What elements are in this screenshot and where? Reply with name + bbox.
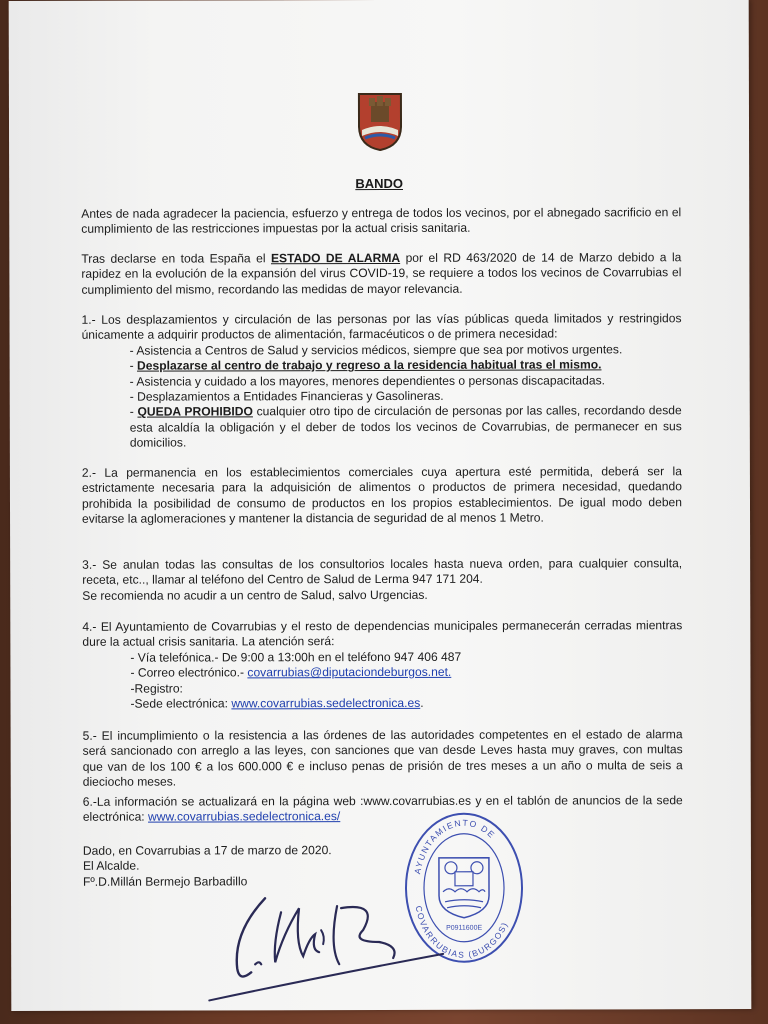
list-item-bold-text: Desplazarse al centro de trabajo y regreso a la residencia habitual tras el mismo.: [137, 357, 602, 373]
registro-line: -Registro:: [130, 681, 183, 696]
document-page: [9, 0, 752, 1011]
prohibido-label: QUEDA PROHIBIDO: [137, 404, 253, 420]
section-3-line-1: 3.- Se anulan todas las consultas de los consultorios locales hasta nueva orden, para cualquier consulta, receta, etc.., llamar al teléfono del Centro de Salud de Lerma 947 171 204.: [82, 556, 683, 588]
section-5-text: 5.- El incumplimiento o la resistencia a las órdenes de las autoridades competentes en el estado de alarma será sancionado con arreglo a las leyes, con sanciones que van desde Leves hasta muy graves, con multas que van de los 100 € a los 600.000 € e incluso penas de prisión de tres meses a un año o multa de seis a dieciocho meses.: [82, 727, 683, 789]
alarm-paragraph: [81, 250, 681, 298]
svg-text:AYUNTAMIENTO DE: AYUNTAMIENTO DE: [412, 817, 498, 875]
sede-link[interactable]: www.covarrubias.sedelectronica.es: [231, 695, 421, 711]
section-6-text: 6.-La información se actualizará en la página web :www.covarrubias.es y en el tablón de anuncios de la sede electrónica:: [82, 793, 683, 825]
section-6-link[interactable]: www.covarrubias.sedelectronica.es/: [148, 809, 341, 825]
sede-after: .: [420, 695, 424, 710]
email-link[interactable]: covarrubias@diputaciondeburgos.net.: [247, 665, 452, 680]
section-6: [83, 793, 683, 825]
document-title: BANDO: [355, 175, 404, 192]
closing-name: Fº.D.Millán Bermejo Barbadillo: [82, 874, 248, 889]
section-2-text: 2.- La permanencia en los establecimientos comerciales cuya apertura esté permitida, deberá ser la estrictamente necesaria para la adquisición de alimentos o productos de primera necesidad, quedando prohibida la posibilidad de consumo de productos en los propios establecimientos. De igual modo deben evitarse la aglomeraciones y mantener la distancia de seguridad de al menos 1 Metro.: [81, 464, 683, 526]
prohibido-text: cualquier otro tipo de circulación de personas por las calles, recordando desde esta alcaldía la obligación y el deber de todos los vecinos de Covarrubias, de permanecer en sus domicilios.: [129, 403, 682, 450]
sede-label: -Sede electrónica:: [130, 696, 232, 711]
section-3: [82, 556, 682, 604]
intro-text: Antes de nada agradecer la paciencia, esfuerzo y entrega de todos los vecinos, por el abnegado sacrificio en el cumplimiento de las restricciones impuestas por la actual crisis sanitaria.: [81, 205, 682, 237]
alarm-before: Tras declarse en toda España el: [81, 251, 271, 266]
coat-of-arms-icon: [357, 92, 403, 152]
alarm-after: por el RD 463/2020 de 14 de Marzo debido a la rapidez en la evolución de la expansión del virus COVID-19, se requiere a todos los vecinos de Covarrubias el cumplimiento del mismo, recordando las medidas de mayor relevancia.: [81, 250, 682, 297]
svg-text:COVARRUBIAS (BURGOS): COVARRUBIAS (BURGOS): [413, 904, 510, 960]
section-1-lead: 1.- Los desplazamientos y circulación de las personas por las vías públicas queda limitados y restringidos únicamente a adquirir productos de alimentación, farmacéuticos o de primera necesidad:: [81, 311, 682, 343]
list-item-bold-prefix: -: [129, 358, 138, 373]
section-3-line-2: Se recomienda no acudir a un centro de Salud, salvo Urgencias.: [82, 587, 428, 603]
intro-paragraph: [81, 205, 681, 237]
list-item: - Desplazamientos a Entidades Financieras y Gasolineras.: [129, 388, 444, 404]
list-item-bold: [82, 357, 682, 374]
email-label: - Correo electrónico.-: [130, 665, 248, 680]
list-item: - Asistencia y cuidado a los mayores, menores dependientes o personas discapacitadas.: [129, 373, 605, 389]
list-item: - Asistencia a Centros de Salud y servicios médicos, siempre que sea por motivos urgentes.: [129, 342, 623, 358]
section-5: [83, 727, 683, 790]
closing-role: El Alcalde.: [82, 859, 140, 874]
email-line: [82, 664, 682, 681]
phone-line: - Vía telefónica.- De 9:00 a 13:00h en el teléfono 947 406 487: [130, 649, 462, 665]
section-4: [82, 618, 682, 712]
mayor-signature: [203, 872, 453, 1013]
closing-date: Dado, en Covarrubias a 17 de marzo de 2020.: [82, 843, 332, 858]
alarm-highlight: ESTADO DE ALARMA: [270, 250, 401, 266]
list-item-prohibido: [82, 404, 682, 452]
seal-code: P0911600E: [446, 924, 483, 932]
section-1: [81, 311, 681, 451]
sede-line: [83, 695, 683, 712]
prohibido-prefix: -: [129, 405, 138, 420]
section-4-lead: 4.- El Ayuntamiento de Covarrubias y el resto de dependencias municipales permanecerán cerradas mientras dure la actual crisis sanitaria. La atención será:: [82, 618, 683, 650]
section-2: [82, 464, 682, 527]
